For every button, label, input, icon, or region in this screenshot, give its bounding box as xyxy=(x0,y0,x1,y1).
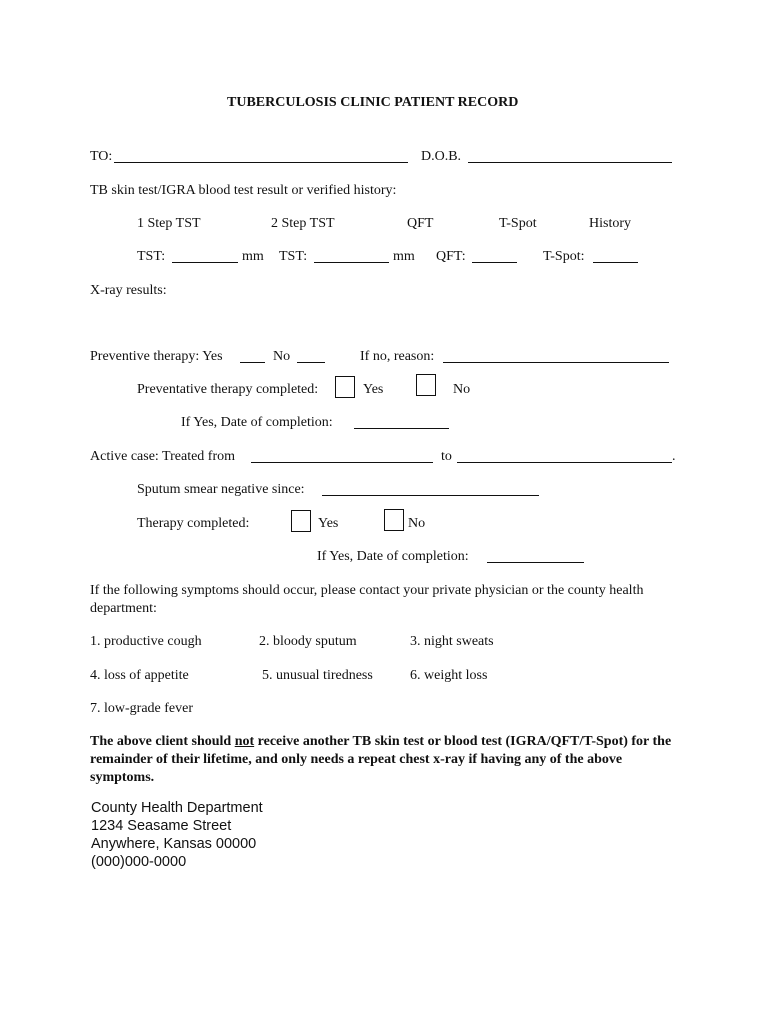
active-case-label: Active case: Treated from xyxy=(90,449,236,464)
symptom-item: 2. bloody sputum xyxy=(259,634,357,649)
preventative-yes-label: Yes xyxy=(363,382,384,397)
notice-paragraph xyxy=(90,733,680,787)
therapy-completion-date-field[interactable] xyxy=(487,548,584,563)
preventative-yes-checkbox[interactable] xyxy=(335,376,355,398)
option-qft: QFT xyxy=(407,216,434,231)
tst2-label: TST: xyxy=(279,249,308,264)
tst2-field[interactable] xyxy=(314,248,389,263)
mm2-label: mm xyxy=(393,249,415,264)
treated-period: . xyxy=(672,449,676,464)
dob-label: D.O.B. xyxy=(421,149,462,164)
page-title: TUBERCULOSIS CLINIC PATIENT RECORD xyxy=(227,95,519,110)
symptom-item: 5. unusual tiredness xyxy=(262,668,373,683)
sputum-label: Sputum smear negative since: xyxy=(137,482,305,497)
notice-part2: receive another TB skin test or blood test (IGRA/QFT/T-Spot) for the remainder of their lifetime, and only needs a repeat chest x-ray if having any of the above symptoms. xyxy=(90,734,672,785)
symptom-item: 4. loss of appetite xyxy=(90,668,189,683)
notice-not: not xyxy=(234,734,255,749)
tst1-label: TST: xyxy=(137,249,166,264)
to-field[interactable] xyxy=(114,148,408,163)
test-result-label: TB skin test/IGRA blood test result or verified history: xyxy=(90,183,397,198)
tspot-label: T-Spot: xyxy=(543,249,585,264)
treated-from-field[interactable] xyxy=(251,448,433,463)
symptoms-intro: If the following symptoms should occur, please contact your private physician or the county health department: xyxy=(90,583,644,616)
treated-to-field[interactable] xyxy=(457,448,672,463)
option-history: History xyxy=(589,216,631,231)
tspot-field[interactable] xyxy=(593,248,638,263)
notice-part1: The above client should xyxy=(90,734,235,749)
therapy-no-label: No xyxy=(408,516,426,531)
preventative-no-checkbox[interactable] xyxy=(416,374,436,396)
qft-label: QFT: xyxy=(436,249,466,264)
preventive-no-label: No xyxy=(273,349,291,364)
address-line: Anywhere, Kansas 00000 xyxy=(91,836,257,852)
therapy-completion-date-label: If Yes, Date of completion: xyxy=(317,549,469,564)
therapy-completed-label: Therapy completed: xyxy=(137,516,250,531)
sputum-field[interactable] xyxy=(322,481,539,496)
preventive-reason-field[interactable] xyxy=(443,348,669,363)
address-line: County Health Department xyxy=(91,800,263,816)
option-1-step-tst: 1 Step TST xyxy=(137,216,201,231)
tst1-field[interactable] xyxy=(172,248,238,263)
mm1-label: mm xyxy=(242,249,264,264)
dob-field[interactable] xyxy=(468,148,672,163)
address-line: (000)000-0000 xyxy=(91,854,187,870)
treated-to-label: to xyxy=(441,449,452,464)
preventive-therapy-label: Preventive therapy: Yes xyxy=(90,349,223,364)
address-line: 1234 Seasame Street xyxy=(91,818,232,834)
symptom-item: 7. low-grade fever xyxy=(90,701,194,716)
preventive-no-field[interactable] xyxy=(297,348,325,363)
preventative-completed-label: Preventative therapy completed: xyxy=(137,382,319,397)
symptom-item: 3. night sweats xyxy=(410,634,494,649)
symptom-item: 1. productive cough xyxy=(90,634,202,649)
prev-completion-date-label: If Yes, Date of completion: xyxy=(181,415,333,430)
symptom-item: 6. weight loss xyxy=(410,668,488,683)
option-2-step-tst: 2 Step TST xyxy=(271,216,335,231)
option-tspot: T-Spot xyxy=(499,216,537,231)
prev-completion-date-field[interactable] xyxy=(354,414,449,429)
to-label: TO: xyxy=(90,149,113,164)
therapy-no-checkbox[interactable] xyxy=(384,509,404,531)
therapy-yes-label: Yes xyxy=(318,516,339,531)
preventative-no-label: No xyxy=(453,382,471,397)
xray-label: X-ray results: xyxy=(90,283,167,298)
preventive-yes-field[interactable] xyxy=(240,348,265,363)
preventive-reason-label: If no, reason: xyxy=(360,349,435,364)
therapy-yes-checkbox[interactable] xyxy=(291,510,311,532)
qft-field[interactable] xyxy=(472,248,517,263)
